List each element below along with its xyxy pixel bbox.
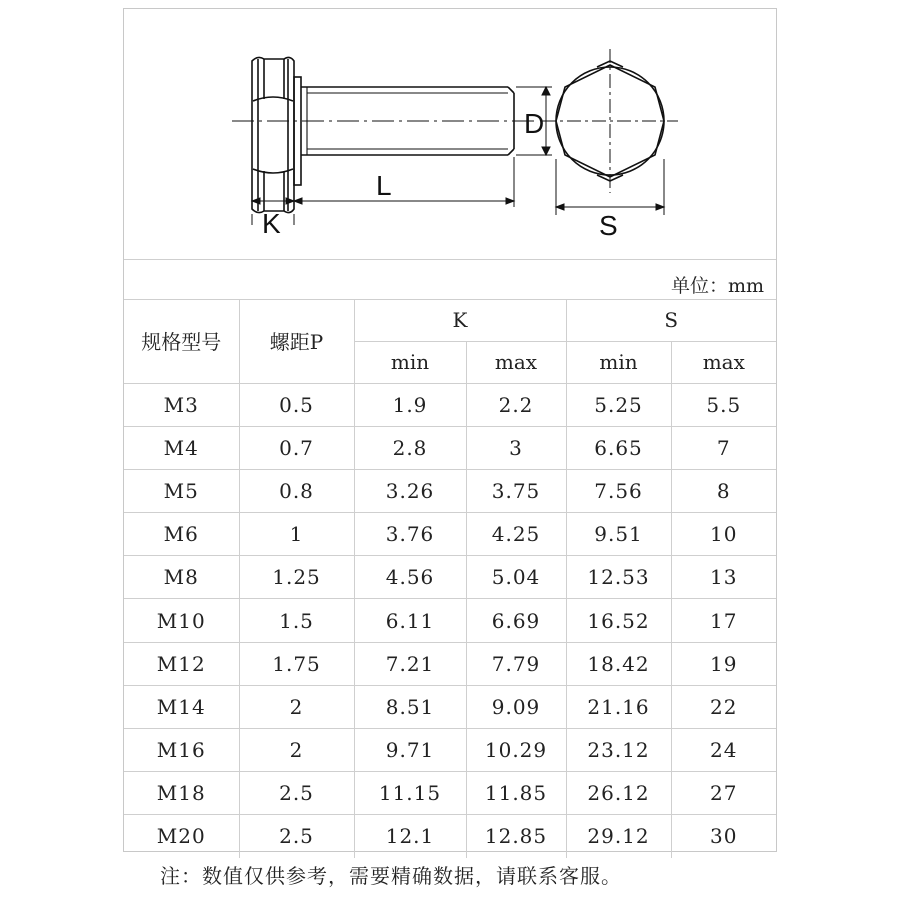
header-k: K xyxy=(354,299,566,341)
cell-spec: M18 xyxy=(124,772,239,815)
table-row xyxy=(124,556,776,599)
cell-k-min: 8.51 xyxy=(354,685,466,728)
header-k-max: max xyxy=(466,341,566,383)
cell-k-min: 12.1 xyxy=(354,815,466,858)
cell-s-max: 17 xyxy=(671,599,776,642)
spec-sheet xyxy=(123,8,777,852)
cell-s-min: 23.12 xyxy=(566,729,671,772)
cell-s-max: 5.5 xyxy=(671,383,776,426)
cell-s-max: 10 xyxy=(671,513,776,556)
cell-s-max: 13 xyxy=(671,556,776,599)
cell-k-min: 11.15 xyxy=(354,772,466,815)
cell-s-min: 21.16 xyxy=(566,685,671,728)
cell-spec: M3 xyxy=(124,383,239,426)
cell-s-min: 29.12 xyxy=(566,815,671,858)
spec-table xyxy=(124,299,776,858)
cell-s-min: 9.51 xyxy=(566,513,671,556)
unit-label: 单位：mm xyxy=(670,275,764,297)
header-spec: 规格型号 xyxy=(124,299,239,383)
cell-k-max: 11.85 xyxy=(466,772,566,815)
table-row xyxy=(124,772,776,815)
cell-s-min: 18.42 xyxy=(566,642,671,685)
cell-s-max: 7 xyxy=(671,426,776,469)
cell-k-min: 3.76 xyxy=(354,513,466,556)
cell-spec: M10 xyxy=(124,599,239,642)
cell-k-max: 3 xyxy=(466,426,566,469)
bolt-washer-face xyxy=(294,77,301,185)
cell-s-min: 5.25 xyxy=(566,383,671,426)
cell-pitch: 0.7 xyxy=(239,426,354,469)
footnote: 注：数值仅供参考，需要精确数据，请联系客服。 xyxy=(160,864,622,888)
dim-label-k: K xyxy=(262,208,281,239)
cell-s-max: 24 xyxy=(671,729,776,772)
cell-k-max: 9.09 xyxy=(466,685,566,728)
cell-k-min: 2.8 xyxy=(354,426,466,469)
cell-s-min: 16.52 xyxy=(566,599,671,642)
bolt-technical-drawing xyxy=(124,9,776,259)
cell-spec: M8 xyxy=(124,556,239,599)
header-k-min: min xyxy=(354,341,466,383)
cell-k-min: 3.26 xyxy=(354,469,466,512)
header-s: S xyxy=(566,299,776,341)
cell-s-max: 22 xyxy=(671,685,776,728)
cell-k-max: 6.69 xyxy=(466,599,566,642)
header-pitch: 螺距P xyxy=(239,299,354,383)
cell-pitch: 0.5 xyxy=(239,383,354,426)
cell-k-min: 6.11 xyxy=(354,599,466,642)
cell-spec: M14 xyxy=(124,685,239,728)
cell-k-min: 9.71 xyxy=(354,729,466,772)
cell-spec: M16 xyxy=(124,729,239,772)
spec-table-body xyxy=(124,383,776,858)
table-row xyxy=(124,599,776,642)
cell-spec: M4 xyxy=(124,426,239,469)
table-row xyxy=(124,642,776,685)
cell-pitch: 2.5 xyxy=(239,772,354,815)
cell-s-max: 8 xyxy=(671,469,776,512)
dim-label-s: S xyxy=(599,210,618,241)
cell-k-max: 5.04 xyxy=(466,556,566,599)
cell-s-min: 7.56 xyxy=(566,469,671,512)
cell-pitch: 2.5 xyxy=(239,815,354,858)
table-row xyxy=(124,685,776,728)
cell-s-min: 26.12 xyxy=(566,772,671,815)
dim-label-l: L xyxy=(376,170,392,201)
table-row xyxy=(124,815,776,858)
cell-spec: M6 xyxy=(124,513,239,556)
cell-pitch: 1.75 xyxy=(239,642,354,685)
table-row xyxy=(124,469,776,512)
cell-k-max: 3.75 xyxy=(466,469,566,512)
cell-pitch: 1.25 xyxy=(239,556,354,599)
cell-k-max: 7.79 xyxy=(466,642,566,685)
cell-k-min: 7.21 xyxy=(354,642,466,685)
divider xyxy=(124,259,776,260)
cell-k-max: 12.85 xyxy=(466,815,566,858)
cell-s-max: 27 xyxy=(671,772,776,815)
cell-pitch: 1 xyxy=(239,513,354,556)
cell-pitch: 1.5 xyxy=(239,599,354,642)
cell-s-min: 12.53 xyxy=(566,556,671,599)
cell-s-max: 30 xyxy=(671,815,776,858)
cell-k-max: 10.29 xyxy=(466,729,566,772)
cell-k-max: 4.25 xyxy=(466,513,566,556)
table-row xyxy=(124,383,776,426)
cell-pitch: 2 xyxy=(239,729,354,772)
cell-spec: M20 xyxy=(124,815,239,858)
dim-label-d: D xyxy=(524,108,545,139)
cell-k-min: 1.9 xyxy=(354,383,466,426)
divider xyxy=(124,299,776,300)
cell-s-max: 19 xyxy=(671,642,776,685)
header-s-min: min xyxy=(566,341,671,383)
table-row xyxy=(124,729,776,772)
table-row xyxy=(124,513,776,556)
header-s-max: max xyxy=(671,341,776,383)
cell-spec: M5 xyxy=(124,469,239,512)
cell-spec: M12 xyxy=(124,642,239,685)
cell-k-max: 2.2 xyxy=(466,383,566,426)
cell-pitch: 0.8 xyxy=(239,469,354,512)
cell-pitch: 2 xyxy=(239,685,354,728)
table-row xyxy=(124,426,776,469)
cell-s-min: 6.65 xyxy=(566,426,671,469)
cell-k-min: 4.56 xyxy=(354,556,466,599)
